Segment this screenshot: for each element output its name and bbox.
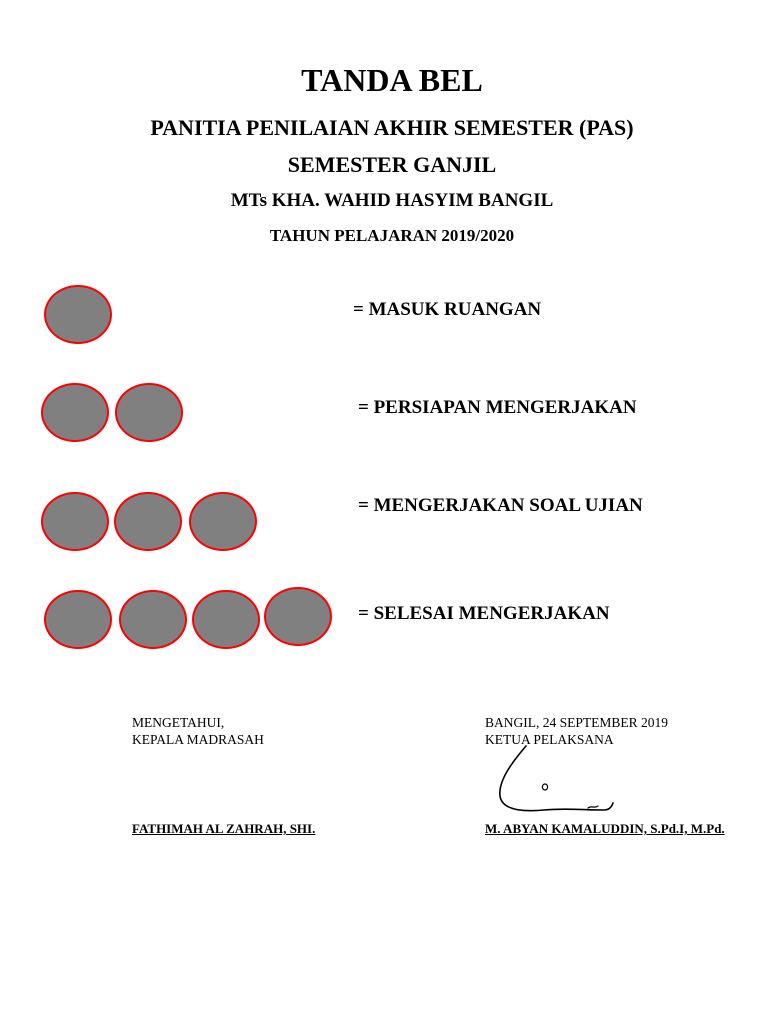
bell-label-masuk-ruangan: = MASUK RUANGAN: [353, 299, 542, 320]
semester-name: SEMESTER GANJIL: [287, 152, 497, 177]
headmaster-title: KEPALA MADRASAH: [132, 732, 264, 747]
bell-icon: [41, 492, 109, 551]
page-title: TANDA BEL: [301, 62, 483, 98]
committee-name: PANITIA PENILAIAN AKHIR SEMESTER (PAS): [150, 115, 634, 140]
bell-icon: [114, 492, 182, 551]
bell-label-mengerjakan-soal: = MENGERJAKAN SOAL UJIAN: [358, 495, 643, 516]
bell-icon: [119, 590, 187, 649]
bell-label-persiapan: = PERSIAPAN MENGERJAKAN: [358, 397, 637, 418]
bell-icon: [44, 285, 112, 344]
place-date: BANGIL, 24 SEPTEMBER 2019: [485, 715, 669, 730]
headmaster-name: FATHIMAH AL ZAHRAH, SHI.: [132, 821, 316, 836]
chair-title: KETUA PELAKSANA: [485, 732, 614, 747]
bell-icon: [41, 383, 109, 442]
bell-icon: [264, 587, 332, 646]
bell-icon: [115, 383, 183, 442]
bell-icon: [189, 492, 257, 551]
school-name: MTs KHA. WAHID HASYIM BANGIL: [230, 190, 554, 211]
handwritten-signature: [492, 742, 622, 822]
bell-icon: [192, 590, 260, 649]
bell-label-selesai: = SELESAI MENGERJAKAN: [358, 603, 610, 624]
bell-icon: [44, 590, 112, 649]
academic-year: TAHUN PELAJARAN 2019/2020: [269, 226, 515, 245]
chair-name: M. ABYAN KAMALUDDIN, S.Pd.I, M.Pd.: [485, 821, 725, 836]
acknowledged-label: MENGETAHUI,: [132, 715, 225, 730]
